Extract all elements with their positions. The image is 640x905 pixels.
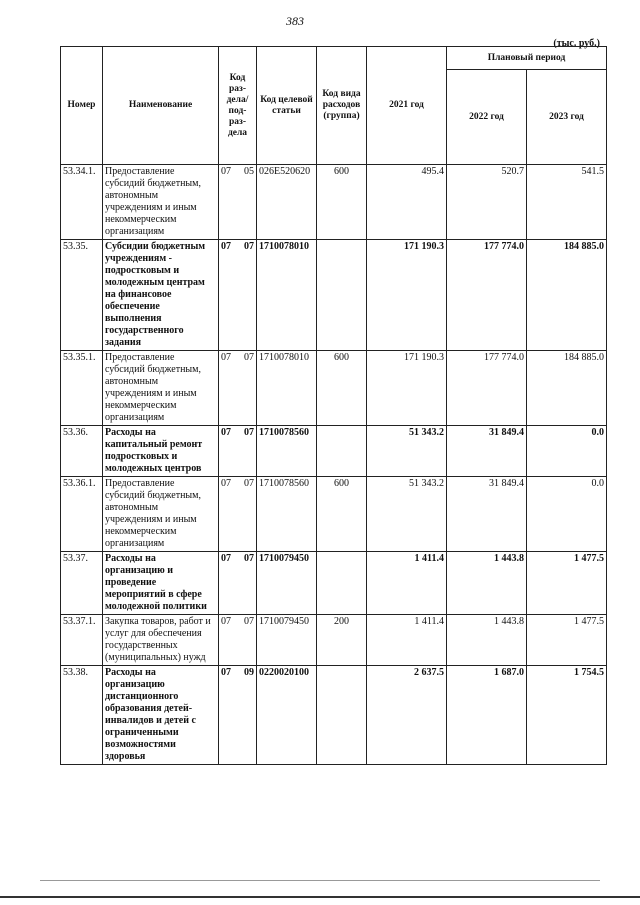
row-amount-2023: 541.5 xyxy=(527,165,607,240)
row-podrazdel-code: 07 xyxy=(244,478,254,489)
row-amount-2022: 31 849.4 xyxy=(447,426,527,477)
row-expense-type xyxy=(317,552,367,615)
row-expense-type: 600 xyxy=(317,165,367,240)
units-label: (тыс. руб.) xyxy=(553,38,600,49)
row-expense-type: 200 xyxy=(317,615,367,666)
row-amount-2021: 171 190.3 xyxy=(367,351,447,426)
row-amount-2022: 177 774.0 xyxy=(447,240,527,351)
row-razdel-code: 07 xyxy=(221,352,231,363)
row-razdel xyxy=(219,666,257,765)
table-header-row xyxy=(61,47,607,70)
page-bottom-edge xyxy=(0,896,640,898)
row-podrazdel-code: 07 xyxy=(244,241,254,252)
footer-divider xyxy=(40,880,600,881)
row-number: 53.36.1. xyxy=(61,477,103,552)
row-razdel-code: 07 xyxy=(221,553,231,564)
row-name: Расходы на организацию и проведение мероприятий в сфере молодежной политики xyxy=(103,552,219,615)
row-target-article: 026E520620 xyxy=(257,165,317,240)
header-target-article: Код целевой статьи xyxy=(257,47,317,165)
row-razdel-code: 07 xyxy=(221,166,231,177)
row-target-article: 1710078010 xyxy=(257,351,317,426)
row-amount-2021: 2 637.5 xyxy=(367,666,447,765)
row-name: Предоставление субсидий бюджетным, автономным учреждениям и иным некоммерческим организациям xyxy=(103,351,219,426)
row-razdel xyxy=(219,351,257,426)
row-podrazdel-code: 07 xyxy=(244,427,254,438)
page-number: 383 xyxy=(286,14,304,28)
header-planned-period: Плановый период xyxy=(447,47,607,70)
row-amount-2022: 1 687.0 xyxy=(447,666,527,765)
header-name: Наименование xyxy=(103,47,219,165)
row-podrazdel-code: 07 xyxy=(244,616,254,627)
table-row xyxy=(61,240,607,351)
table-row xyxy=(61,552,607,615)
row-number: 53.37. xyxy=(61,552,103,615)
row-number: 53.35. xyxy=(61,240,103,351)
row-razdel xyxy=(219,165,257,240)
row-amount-2022: 177 774.0 xyxy=(447,351,527,426)
table-row xyxy=(61,666,607,765)
table-row xyxy=(61,426,607,477)
row-amount-2022: 1 443.8 xyxy=(447,552,527,615)
row-target-article: 0220020100 xyxy=(257,666,317,765)
row-podrazdel-code: 09 xyxy=(244,667,254,678)
row-amount-2023: 1 477.5 xyxy=(527,615,607,666)
row-razdel xyxy=(219,615,257,666)
row-name: Субсидии бюджетным учреждениям - подростковым и молодежным центрам на финансовое обеспечение выполнения государственного задания xyxy=(103,240,219,351)
header-number: Номер xyxy=(61,47,103,165)
row-amount-2022: 520.7 xyxy=(447,165,527,240)
row-amount-2021: 1 411.4 xyxy=(367,552,447,615)
row-podrazdel-code: 05 xyxy=(244,166,254,177)
row-amount-2023: 184 885.0 xyxy=(527,240,607,351)
row-target-article: 1710079450 xyxy=(257,615,317,666)
row-amount-2022: 1 443.8 xyxy=(447,615,527,666)
row-amount-2021: 495.4 xyxy=(367,165,447,240)
table-row xyxy=(61,477,607,552)
row-expense-type: 600 xyxy=(317,351,367,426)
row-expense-type xyxy=(317,426,367,477)
row-target-article: 1710078560 xyxy=(257,477,317,552)
row-name: Закупка товаров, работ и услуг для обеспечения государственных (муниципальных) нужд xyxy=(103,615,219,666)
header-2021: 2021 год xyxy=(367,47,447,165)
row-expense-type xyxy=(317,240,367,351)
header-expense-type: Код вида расходов (группа) xyxy=(317,47,367,165)
header-2022: 2022 год xyxy=(447,70,527,165)
row-razdel-code: 07 xyxy=(221,427,231,438)
row-name: Расходы на организацию дистанционного образования детей-инвалидов и детей с ограниченными возможностями здоровья xyxy=(103,666,219,765)
row-number: 53.36. xyxy=(61,426,103,477)
table-body xyxy=(61,165,607,765)
row-razdel-code: 07 xyxy=(221,241,231,252)
header-2023: 2023 год xyxy=(527,70,607,165)
row-number: 53.38. xyxy=(61,666,103,765)
row-amount-2021: 171 190.3 xyxy=(367,240,447,351)
row-razdel xyxy=(219,240,257,351)
row-amount-2023: 0.0 xyxy=(527,477,607,552)
row-amount-2021: 51 343.2 xyxy=(367,426,447,477)
row-razdel-code: 07 xyxy=(221,667,231,678)
row-name: Расходы на капитальный ремонт подростковых и молодежных центров xyxy=(103,426,219,477)
table-row xyxy=(61,615,607,666)
header-razdel: Код раз-дела/ под-раз-дела xyxy=(219,47,257,165)
table-row xyxy=(61,165,607,240)
table-row xyxy=(61,351,607,426)
row-amount-2023: 184 885.0 xyxy=(527,351,607,426)
row-razdel-code: 07 xyxy=(221,616,231,627)
row-number: 53.37.1. xyxy=(61,615,103,666)
row-podrazdel-code: 07 xyxy=(244,553,254,564)
row-amount-2021: 1 411.4 xyxy=(367,615,447,666)
row-razdel xyxy=(219,426,257,477)
row-name: Предоставление субсидий бюджетным, автономным учреждениям и иным некоммерческим организациям xyxy=(103,165,219,240)
row-razdel xyxy=(219,477,257,552)
row-expense-type xyxy=(317,666,367,765)
row-expense-type: 600 xyxy=(317,477,367,552)
budget-table xyxy=(60,46,607,765)
row-number: 53.35.1. xyxy=(61,351,103,426)
row-podrazdel-code: 07 xyxy=(244,352,254,363)
row-razdel xyxy=(219,552,257,615)
row-name: Предоставление субсидий бюджетным, автономным учреждениям и иным некоммерческим организациям xyxy=(103,477,219,552)
row-target-article: 1710078010 xyxy=(257,240,317,351)
row-amount-2023: 1 477.5 xyxy=(527,552,607,615)
row-amount-2022: 31 849.4 xyxy=(447,477,527,552)
row-amount-2023: 0.0 xyxy=(527,426,607,477)
row-target-article: 1710079450 xyxy=(257,552,317,615)
row-amount-2021: 51 343.2 xyxy=(367,477,447,552)
row-razdel-code: 07 xyxy=(221,478,231,489)
row-number: 53.34.1. xyxy=(61,165,103,240)
row-amount-2023: 1 754.5 xyxy=(527,666,607,765)
row-target-article: 1710078560 xyxy=(257,426,317,477)
